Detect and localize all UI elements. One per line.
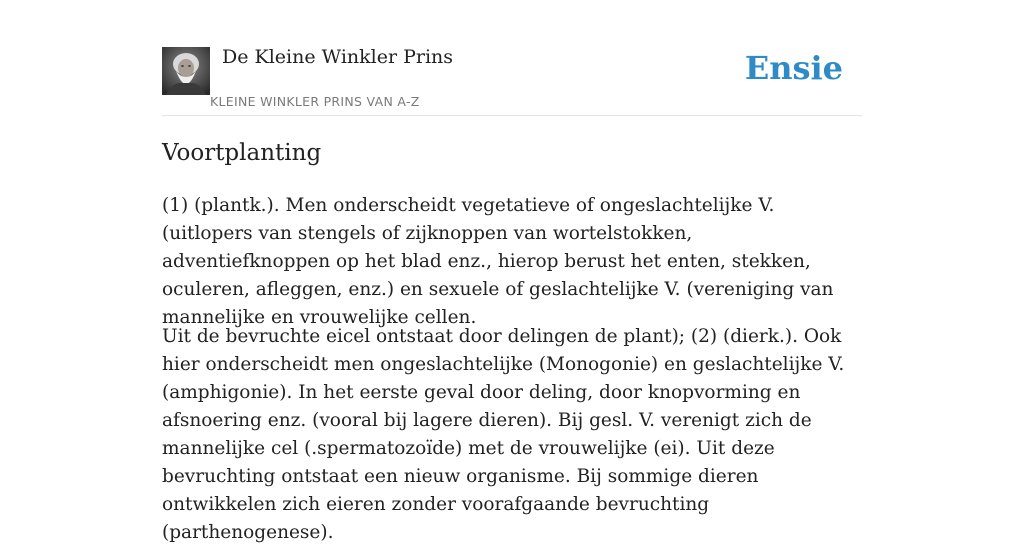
bearded-man-portrait-icon — [162, 47, 210, 95]
site-title[interactable]: De Kleine Winkler Prins — [222, 46, 454, 68]
header — [162, 44, 862, 116]
entry-paragraph: (1) (plantk.). Men onderscheidt vegetatieve of ongeslachtelijke V. (uitlopers van stengels of zijknoppen van wortelstokken, adventiefknoppen op het blad enz., hierop berust het enten, stekken, oculeren, afleggen, enz.) en sexuele of geslachtelijke V. (vereniging van mannelijke en vrouwelijke cellen. — [162, 195, 834, 328]
avatar[interactable] — [162, 47, 210, 95]
page-title: Voortplanting — [162, 140, 322, 166]
brand-logo[interactable]: Ensie — [744, 49, 843, 87]
site-subtitle[interactable]: KLEINE WINKLER PRINS VAN A-Z — [210, 94, 420, 109]
entry-paragraph: Uit de bevruchte eicel ontstaat door delingen de plant); (2) (dierk.). Ook hier onderscheidt men ongeslachtelijke (Monogonie) en geslachtelijke V. (amphigonie). In het eerste geval door deling, door knopvorming en afsnoering enz. (vooral bij lagere dieren). Bij gesl. V. verenigt zich de mannelijke cel (.spermatozoïde) met de vrouwelijke (ei). Uit deze bevruchting ontstaat een nieuw organisme. Bij sommige dieren ontwikkelen zich eieren zonder voorafgaande bevruchting (parthenogenese). — [162, 326, 845, 543]
